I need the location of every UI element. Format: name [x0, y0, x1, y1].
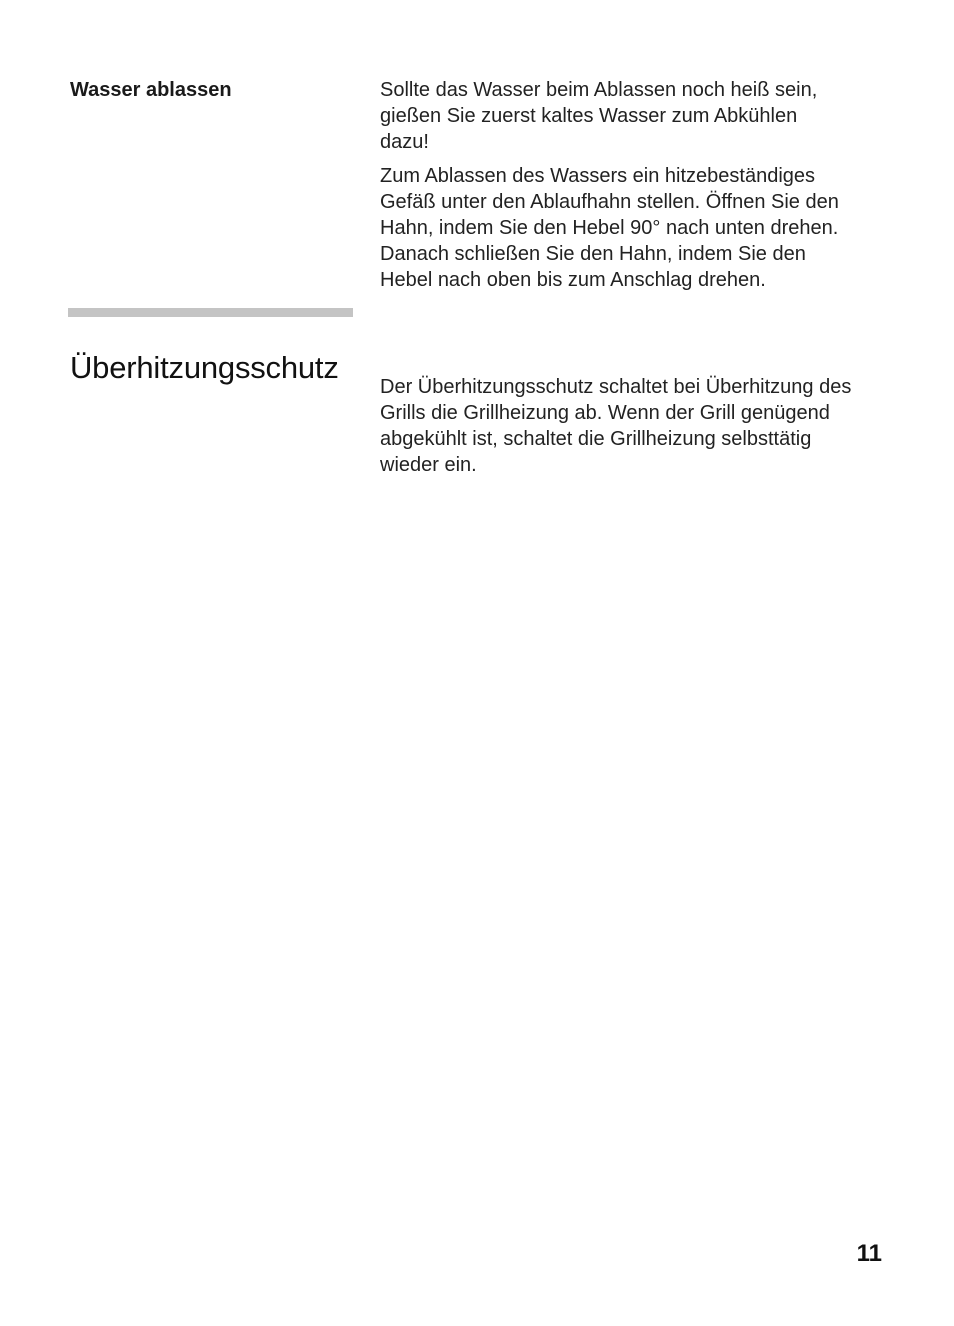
ueberhitzungsschutz-paragraph: Der Überhitzungsschutz schaltet bei Überhitzung des Grills die Grillheizung ab. Wenn der Grill genügend abgekühlt ist, schaltet die Grillheizung selbsttätig wieder ein. [380, 376, 852, 476]
section-title-ueberhitzungsschutz: Überhitzungsschutz [70, 349, 339, 385]
ueberhitzungsschutz-body [380, 374, 895, 478]
wasser-ablassen-body [380, 77, 895, 293]
wasser-ablassen-paragraph-2: Zum Ablassen des Wassers ein hitzebeständiges Gefäß unter den Ablaufhahn stellen. Öffnen Sie den Hahn, indem Sie den Hebel 90° nach unten drehen. Danach schließen Sie den Hahn, indem Sie den Hebel nach oben bis zum Anschlag drehen. [380, 165, 839, 291]
page-number: 11 [856, 1240, 882, 1267]
wasser-ablassen-paragraph-1: Sollte das Wasser beim Ablassen noch heiß sein, gießen Sie zuerst kaltes Wasser zum Abkühlen dazu! [380, 79, 818, 153]
wasser-ablassen-heading: Wasser ablassen [70, 79, 232, 101]
section-divider [68, 308, 353, 317]
